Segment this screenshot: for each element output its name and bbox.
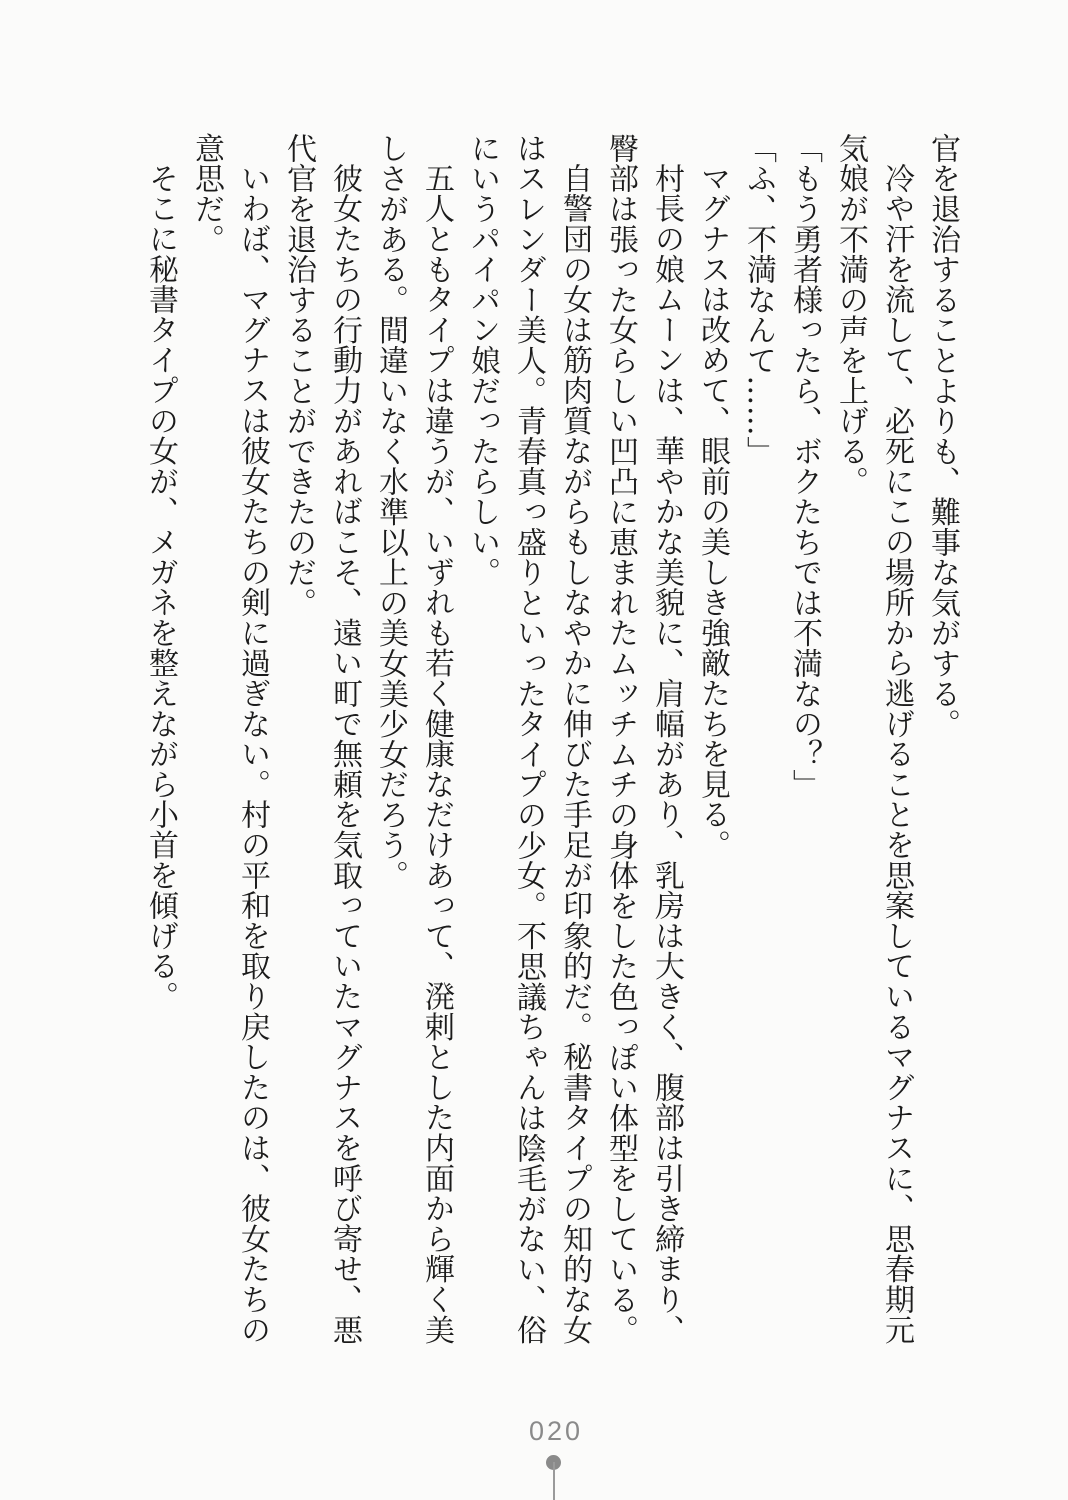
text-column: 代官を退治することができたのだ。 (281, 133, 316, 618)
text-column: 「ふ、不満なんて……」 (741, 133, 776, 467)
text-column: マグナスは改めて、眼前の美しき強敵たちを見る。 (695, 163, 730, 860)
text-column: しさがある。間違いなく水準以上の美女美少女だろう。 (373, 133, 408, 891)
text-column: そこに秘書タイプの女が、メガネを整えながら小首を傾げる。 (143, 163, 178, 1012)
footer-rule-ornament (553, 1462, 555, 1500)
text-column: 「もう勇者様ったら、ボクたちでは不満なの？」 (787, 133, 822, 800)
text-column: 村長の娘ムーンは、華やかな美貌に、肩幅があり、乳房は大きく、腹部は引き締まり、 (649, 163, 684, 1345)
text-column: にいうパイパン娘だったらしい。 (465, 133, 500, 588)
text-column: 五人ともタイプは違うが、いずれも若く健康なだけあって、溌剌とした内面から輝く美 (419, 163, 454, 1345)
text-column: 彼女たちの行動力があればこそ、遠い町で無頼を気取っていたマグナスを呼び寄せ、悪 (327, 163, 362, 1345)
text-column: いわば、マグナスは彼女たちの剣に過ぎない。村の平和を取り戻したのは、彼女たちの (235, 163, 270, 1345)
text-column: 官を退治することよりも、難事な気がする。 (925, 133, 960, 739)
text-column: 気娘が不満の声を上げる。 (833, 133, 868, 497)
text-column: はスレンダー美人。青春真っ盛りといったタイプの少女。不思議ちゃんは陰毛がない、俗 (511, 133, 546, 1345)
page-number: 020 (528, 1416, 584, 1446)
body-text (137, 133, 965, 1347)
text-column: 冷や汗を流して、必死にこの場所から逃げることを思案しているマグナスに、思春期元 (879, 163, 914, 1345)
text-column: 意思だ。 (189, 133, 224, 255)
text-column: 臀部は張った女らしい凹凸に恵まれたムッチムチの身体をした色っぽい体型をしている。 (603, 133, 638, 1345)
text-column: 自警団の女は筋肉質ながらもしなやかに伸びた手足が印象的だ。秘書タイプの知的な女 (557, 163, 592, 1345)
